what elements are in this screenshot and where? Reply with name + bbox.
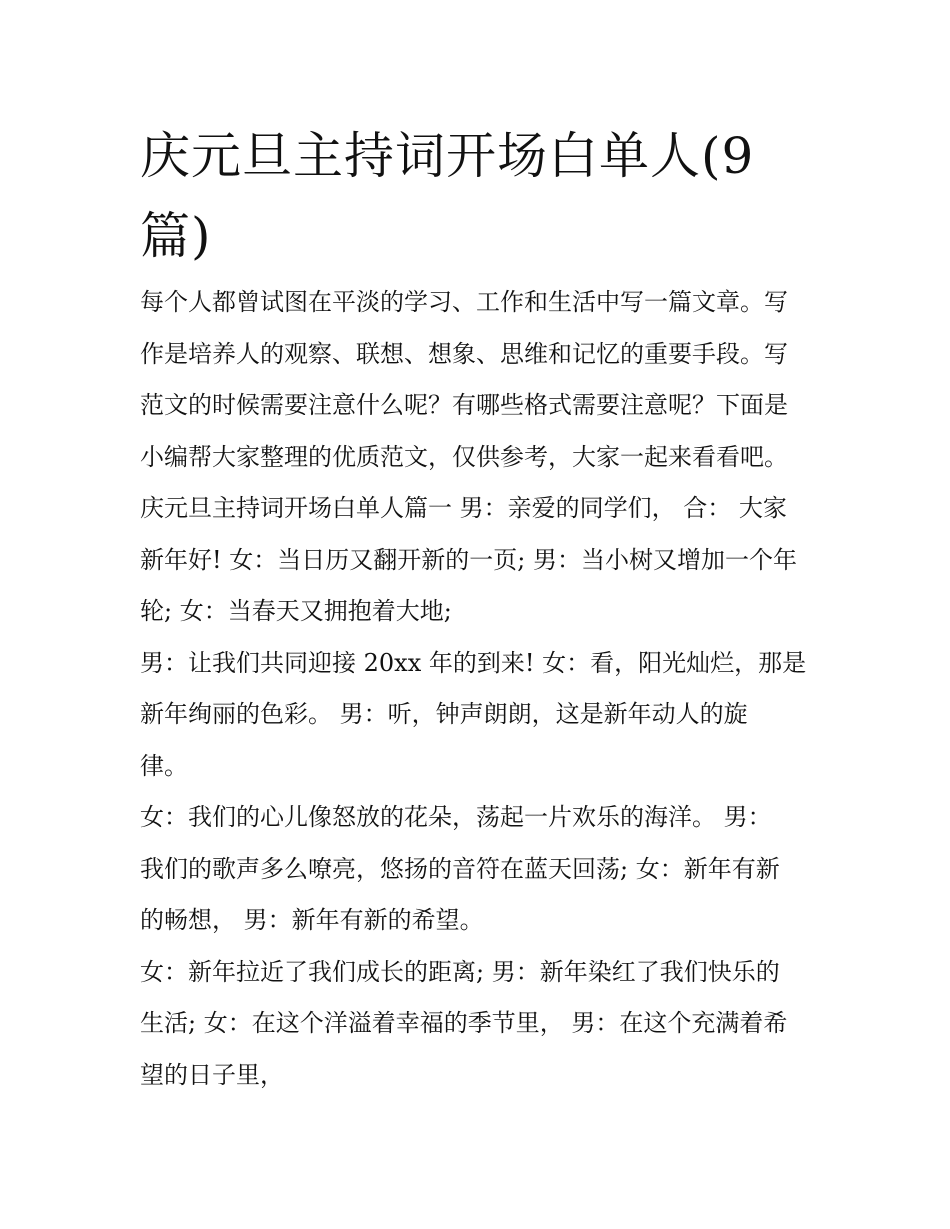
body-line: 轮; 女：当春天又拥抱着大地; [140, 597, 452, 625]
document-title [140, 116, 780, 276]
body-line: 新年绚丽的色彩。 男：听，钟声朗朗，这是新年动人的旋 [140, 700, 748, 728]
body-line: 我们的歌声多么嘹亮，悠扬的音符在蓝天回荡; 女：新年有新 [140, 854, 780, 883]
document-body [140, 277, 820, 1101]
body-line: 的畅想， 男：新年有新的希望。 [140, 906, 484, 934]
body-line: 女：我们的心儿像怒放的花朵，荡起一片欢乐的海洋。 男： [140, 803, 772, 831]
body-line: 新年好! 女：当日历又翻开新的一页; 男：当小树又增加一个年 [140, 545, 797, 574]
body-line: 女：新年拉近了我们成长的距离; 男：新年染红了我们快乐的 [140, 957, 780, 986]
title-line: 篇) [140, 207, 212, 265]
body-line: 每个人都曾试图在平淡的学习、工作和生活中写一篇文章。写 [140, 288, 788, 316]
body-line: 望的日子里， [140, 1060, 284, 1089]
body-line: 律。 [140, 751, 188, 780]
body-line: 小编帮大家整理的优质范文，仅供参考，大家一起来看看吧。 [140, 442, 788, 471]
body-line: 男：让我们共同迎接 20xx 年的到来! 女：看，阳光灿烂，那是 [140, 648, 807, 677]
title-line: 庆元旦主持词开场白单人(9 [140, 127, 755, 185]
body-line: 庆元旦主持词开场白单人篇一 男：亲爱的同学们， 合： 大家 [140, 494, 787, 522]
body-line: 生活; 女：在这个洋溢着幸福的季节里， 男：在这个充满着希 [140, 1009, 788, 1037]
body-line: 范文的时候需要注意什么呢？有哪些格式需要注意呢？下面是 [140, 391, 788, 419]
body-line: 作是培养人的观察、联想、想象、思维和记忆的重要手段。写 [140, 339, 788, 368]
